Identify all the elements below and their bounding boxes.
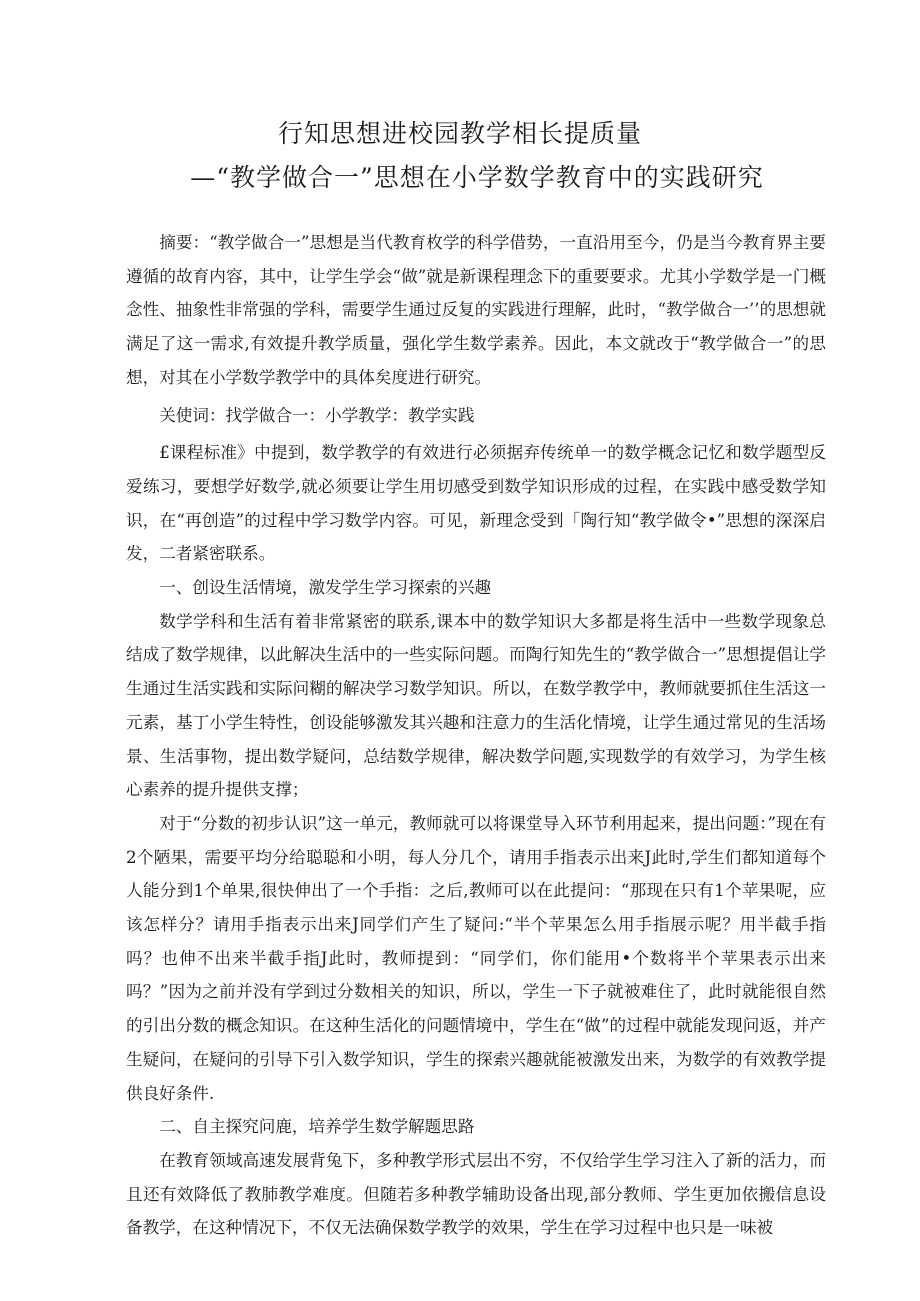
document-body <box>126 226 826 1245</box>
document-subtitle: —“教学做合一”思想在小学数学教育中的实践研究 <box>190 163 764 192</box>
intro-paragraph: £课程标准》中提到，数学教学的有效进行必须据弃传统单一的数学概念记忆和数学题型反爱练习，要想学好数学,就必须要让学生用切感受到数学知识形成的过程，在实践中感受数学知识，在“再创造”的过程中学习数学内容。可见，新理念受到「陶行知“教学做令•”思想的深深启发，二者紧密联系。 <box>126 443 826 564</box>
keywords-line: 关使词：找学做合一：小学教学：教学实践 <box>159 405 475 425</box>
section1-paragraph-2: 对于“分数的初步认识”这一单元，教师就可以将课堂导入环节利用起来，提出问题：”现在有2个陋果，需要平均分给聪聪和小明，每人分几个，请用手指表示出来J此时,学生们都知道每个人能分到1个单果,很快伸出了一个手指：之后,教师可以在此提问：“那现在只有1个苹果呢，应该怎样分？请用手指表示出来J同学们产生了疑问:“半个苹果怎么用手指展示呢？用半截手指吗？也伸不出来半截手指J此时，教师提到：“同学们，你们能用•个数将半个苹果表示出来吗？”因为之前并没有学到过分数相关的知识，所以，学生一下子就被难住了，此时就能很自然的引出分数的概念知识。在这种生活化的问题情境中，学生在“做”的过程中就能发现问返，并产生疑问，在疑问的引导下引入数学知识，学生的探索兴趣就能被激发出来，为数学的有效教学提供良好条件. <box>126 813 826 1103</box>
section1-paragraph-1: 数学学科和生活有着非常紧密的联系,课本中的数学知识大多都是将生活中一些数学现象总结成了数学规律，以此解决生活中的一些实际问题。而陶行知先生的“教学做合一”思想提倡让学生通过生活实践和实际问糊的解决学习数学知识。所以，在数学教学中，教师就要抓住生活这一元素，基丁小学生特性，创设能够激发其兴趣和注意力的生活化情境，让学生通过常见的生活场景、生活事物，提出数学疑问，总结数学规律，解决数学问题,实现数学的有效学习，为学生核心素养的提升提供支撑； <box>126 611 826 800</box>
section-heading-1: 一、创设生活情境，激发学生学习探索的兴趣 <box>159 578 492 598</box>
abstract-paragraph: 摘要：“教学做合一”思想是当代教育枚学的科学借势，一直沿用至今，仍是当今教育界主要遵循的故育内容，其中，让学生学会“做”就是新课程理念下的重要要求。尤其小学数学是一门概念性、抽象性非常强的学科，需要学生通过反复的实践进行理解，此时，“教学做合一’’的思想就满足了这一需求,有效提升教学质量，强化学生数学素养。因此，本文就改于“教学做合一”的思想，对其在小学数学教学中的具体矣度进行研究。 <box>126 233 826 387</box>
section-heading-2: 二、自主探究问鹿，培养学生数学解题思路 <box>159 1117 475 1137</box>
document-title: 行知思想进校园教学相长提质量 <box>277 119 642 148</box>
title-block <box>0 112 920 200</box>
section2-paragraph-1: 在教育领域高速发展背兔下，多种教学形式层出不穷，不仅给学生学习注入了新的活力，而且还有效降低了教肺教学难度。但随若多种教学辅助设备出现,部分教师、学生更加依搬信息设备教学，在这种情况下，不仅无法确保数学教学的效果，学生在学习过程中也只是一味被 <box>126 1150 826 1238</box>
